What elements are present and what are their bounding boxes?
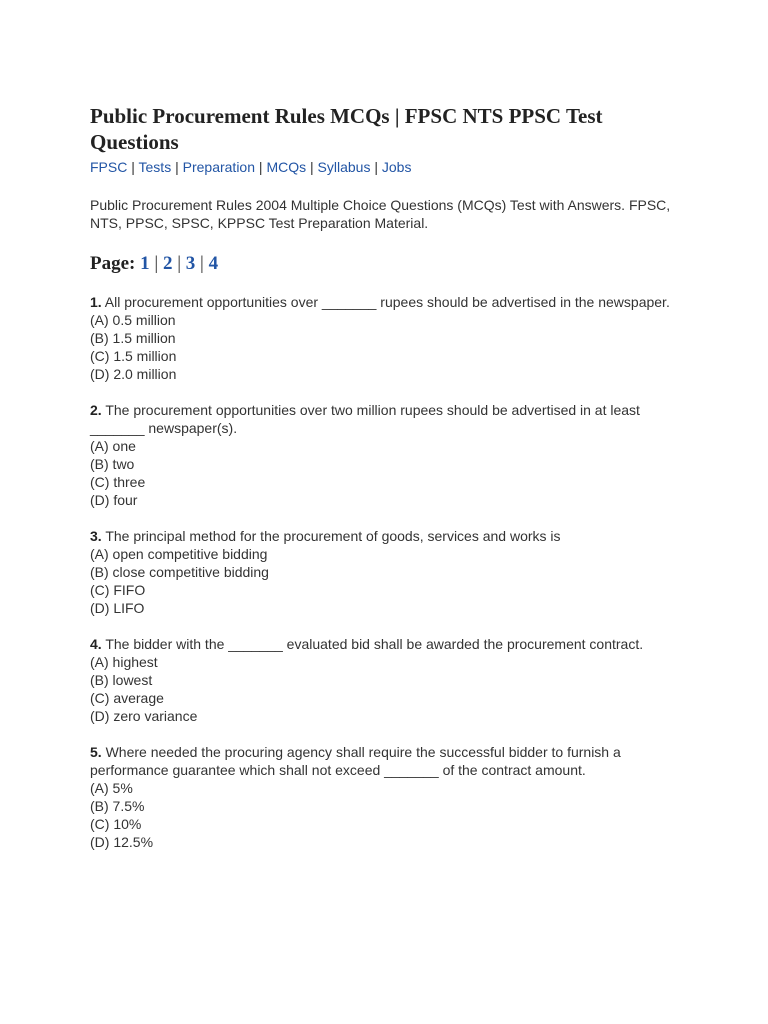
page-link-2[interactable]: 2 <box>162 253 173 274</box>
question-text: Where needed the procuring agency shall require the successful bidder to furnish a performance guarantee which shall not exceed _______ of the contract amount. <box>90 744 621 778</box>
option-a: (A) highest <box>90 654 158 670</box>
page-link-3[interactable]: 3 <box>185 253 196 274</box>
question-text: The principal method for the procurement of goods, services and works is <box>101 528 561 544</box>
intro-paragraph: Public Procurement Rules 2004 Multiple Choice Questions (MCQs) Test with Answers. FPSC, NTS, PPSC, SPSC, KPPSC Test Preparation Material. <box>90 197 671 231</box>
option-d: (D) zero variance <box>90 708 198 724</box>
question-1 <box>90 293 690 383</box>
link-fpsc[interactable]: FPSC <box>90 159 128 175</box>
option-d: (D) four <box>90 492 138 508</box>
option-a: (A) one <box>90 438 136 454</box>
option-d: (D) LIFO <box>90 600 145 616</box>
pagination-label: Page: <box>90 253 141 274</box>
link-separator: | <box>374 159 382 175</box>
question-2 <box>90 401 690 509</box>
page-link-4[interactable]: 4 <box>208 253 219 274</box>
pagination <box>90 252 690 276</box>
option-c: (C) 1.5 million <box>90 348 177 364</box>
option-a: (A) open competitive bidding <box>90 546 268 562</box>
question-3 <box>90 527 690 617</box>
link-syllabus[interactable]: Syllabus <box>317 159 371 175</box>
option-b: (B) lowest <box>90 672 153 688</box>
link-preparation[interactable]: Preparation <box>182 159 256 175</box>
link-separator: | <box>175 159 183 175</box>
option-d: (D) 12.5% <box>90 834 154 850</box>
document-page <box>90 103 690 851</box>
link-tests[interactable]: Tests <box>138 159 172 175</box>
link-mcqs[interactable]: MCQs <box>266 159 307 175</box>
question-text: The procurement opportunities over two million rupees should be advertised in at least _______ newspaper(s). <box>90 402 640 436</box>
option-b: (B) two <box>90 456 135 472</box>
link-separator: | <box>258 159 267 175</box>
page-title: Public Procurement Rules MCQs | FPSC NTS PPSC Test Questions <box>90 104 603 154</box>
page-separator: | <box>177 253 186 274</box>
question-number: 3. <box>90 528 102 544</box>
option-c: (C) FIFO <box>90 582 146 598</box>
option-b: (B) 1.5 million <box>90 330 176 346</box>
page-separator: | <box>200 253 209 274</box>
option-b: (B) 7.5% <box>90 798 145 814</box>
category-links <box>90 158 690 176</box>
option-a: (A) 0.5 million <box>90 312 176 328</box>
question-text: The bidder with the _______ evaluated bid shall be awarded the procurement contract. <box>101 636 644 652</box>
page-separator: | <box>154 253 163 274</box>
question-number: 2. <box>90 402 102 418</box>
link-jobs[interactable]: Jobs <box>381 159 412 175</box>
page-link-1[interactable]: 1 <box>140 253 150 274</box>
question-number: 4. <box>90 636 102 652</box>
question-text: All procurement opportunities over _______ rupees should be advertised in the newspaper. <box>101 294 670 310</box>
question-number: 5. <box>90 744 102 760</box>
option-d: (D) 2.0 million <box>90 366 177 382</box>
option-c: (C) three <box>90 474 146 490</box>
option-a: (A) 5% <box>90 780 133 796</box>
option-c: (C) average <box>90 690 164 706</box>
option-c: (C) 10% <box>90 816 142 832</box>
question-5 <box>90 743 690 851</box>
link-separator: | <box>310 159 318 175</box>
question-number: 1. <box>90 294 102 310</box>
option-b: (B) close competitive bidding <box>90 564 269 580</box>
link-separator: | <box>131 159 139 175</box>
question-4 <box>90 635 690 725</box>
